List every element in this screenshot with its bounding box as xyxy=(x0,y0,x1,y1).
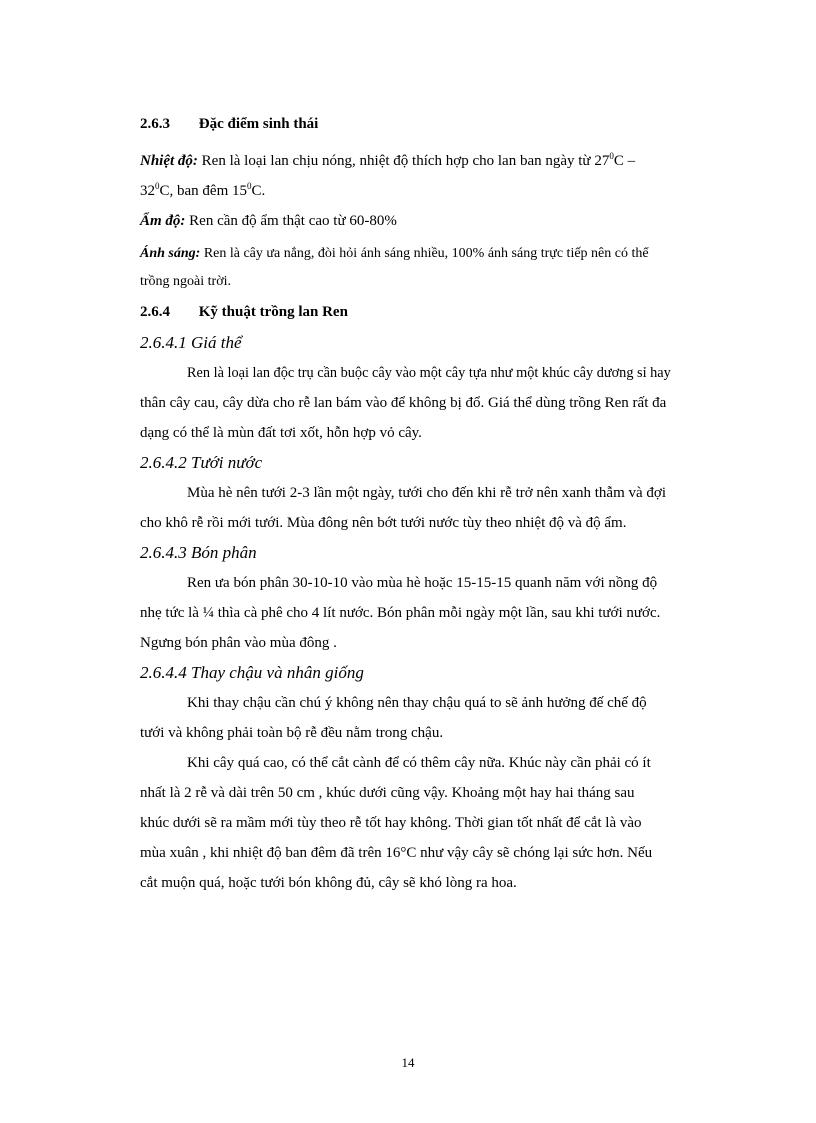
section-title: Đặc điểm sinh thái xyxy=(198,116,319,132)
paragraph-line: Khi cây quá cao, có thể cắt cành để có thêm cây nữa. Khúc này cần phải có ít xyxy=(187,755,651,771)
paragraph-line: mùa xuân , khi nhiệt độ ban đêm đã trên 16°C như vậy cây sẽ chóng lại sức hơn. Nếu xyxy=(140,845,653,861)
section-number: 2.6.3 xyxy=(140,116,170,132)
superscript: 0 xyxy=(155,181,160,191)
temperature-paragraph xyxy=(140,146,700,206)
paragraph-line: Ngưng bón phân vào mùa đông . xyxy=(140,635,337,651)
paragraph-line: cho khô rễ rồi mới tưới. Mùa đông nên bớt tưới nước tùy theo nhiệt độ và độ ẩm. xyxy=(140,515,627,531)
paragraph-line: dạng có thể là mùn đất tơi xốt, hỗn hợp vỏ cây. xyxy=(140,425,422,441)
propagation-paragraph xyxy=(140,748,700,898)
subsection-heading-2-6-4-4: 2.6.4.4 Thay chậu và nhân giống xyxy=(140,663,364,682)
light-text: Ren là cây ưa nắng, đòi hỏi ánh sáng nhiều, 100% ánh sáng trực tiếp nên có thể xyxy=(200,246,649,261)
subsection-heading-2-6-4-1: 2.6.4.1 Giá thể xyxy=(140,333,242,352)
paragraph-line: Ren là loại lan độc trụ cần buộc cây vào một cây tựa như một khúc cây dương sỉ hay xyxy=(187,365,671,381)
section-title: Kỹ thuật trồng lan Ren xyxy=(198,304,348,320)
repotting-paragraph xyxy=(140,688,700,748)
paragraph-line: Mùa hè nên tưới 2-3 lần một ngày, tưới cho đến khi rễ trở nên xanh thẫm và đợi xyxy=(187,485,666,501)
page-number: 14 xyxy=(401,1055,415,1070)
temperature-label: Nhiệt độ: xyxy=(140,153,198,169)
subsection-heading-2-6-4-2: 2.6.4.2 Tưới nước xyxy=(140,453,263,472)
paragraph-line: nhẹ tức là ¼ thìa cà phê cho 4 lít nước. Bón phân mỗi ngày một lần, sau khi tưới nước. xyxy=(140,605,661,621)
humidity-paragraph xyxy=(140,206,700,236)
superscript: 0 xyxy=(247,181,252,191)
humidity-text: Ren cần độ ẩm thật cao từ 60-80% xyxy=(185,213,397,229)
document-page xyxy=(140,112,700,898)
light-paragraph xyxy=(140,240,700,296)
paragraph-line: nhất là 2 rễ và dài trên 50 cm , khúc dưới cũng vậy. Khoảng một hay hai tháng sau xyxy=(140,785,635,801)
section-heading-2-6-4 xyxy=(140,300,700,324)
section-heading-2-6-3 xyxy=(140,112,700,136)
light-text: trồng ngoài trời. xyxy=(140,274,231,289)
light-label: Ánh sáng: xyxy=(140,246,201,261)
temperature-text: 32 xyxy=(140,183,155,199)
subsection-heading-2-6-4-3: 2.6.4.3 Bón phân xyxy=(140,543,257,562)
section-number: 2.6.4 xyxy=(140,304,170,320)
temperature-text: C, ban đêm 15 xyxy=(159,183,247,199)
superscript: 0 xyxy=(609,151,614,161)
paragraph-line: Ren ưa bón phân 30-10-10 vào mùa hè hoặc 15-15-15 quanh năm với nồng độ xyxy=(187,575,658,591)
temperature-text: C. xyxy=(251,183,266,199)
paragraph-line: tưới và không phải toàn bộ rễ đều nằm trong chậu. xyxy=(140,725,444,741)
humidity-label: Ẩm độ: xyxy=(140,213,186,229)
paragraph-line: Khi thay chậu cần chú ý không nên thay chậu quá to sẽ ảnh hưởng đế chế độ xyxy=(187,695,647,711)
watering-paragraph xyxy=(140,478,700,538)
fertilizing-paragraph xyxy=(140,568,700,658)
paragraph-line: cắt muộn quá, hoặc tưới bón không đủ, cây sẽ khó lòng ra hoa. xyxy=(140,875,517,891)
paragraph-line: khúc dưới sẽ ra mầm mới tùy theo rễ tốt hay không. Thời gian tốt nhất để cắt là vào xyxy=(140,815,642,831)
temperature-text: C – xyxy=(613,153,636,169)
temperature-text: Ren là loại lan chịu nóng, nhiệt độ thích hợp cho lan ban ngày từ 27 xyxy=(197,153,610,169)
paragraph-line: thân cây cau, cây dừa cho rễ lan bám vào để không bị đổ. Giá thể dùng trồng Ren rất đa xyxy=(140,395,667,411)
substrate-paragraph xyxy=(140,358,700,448)
